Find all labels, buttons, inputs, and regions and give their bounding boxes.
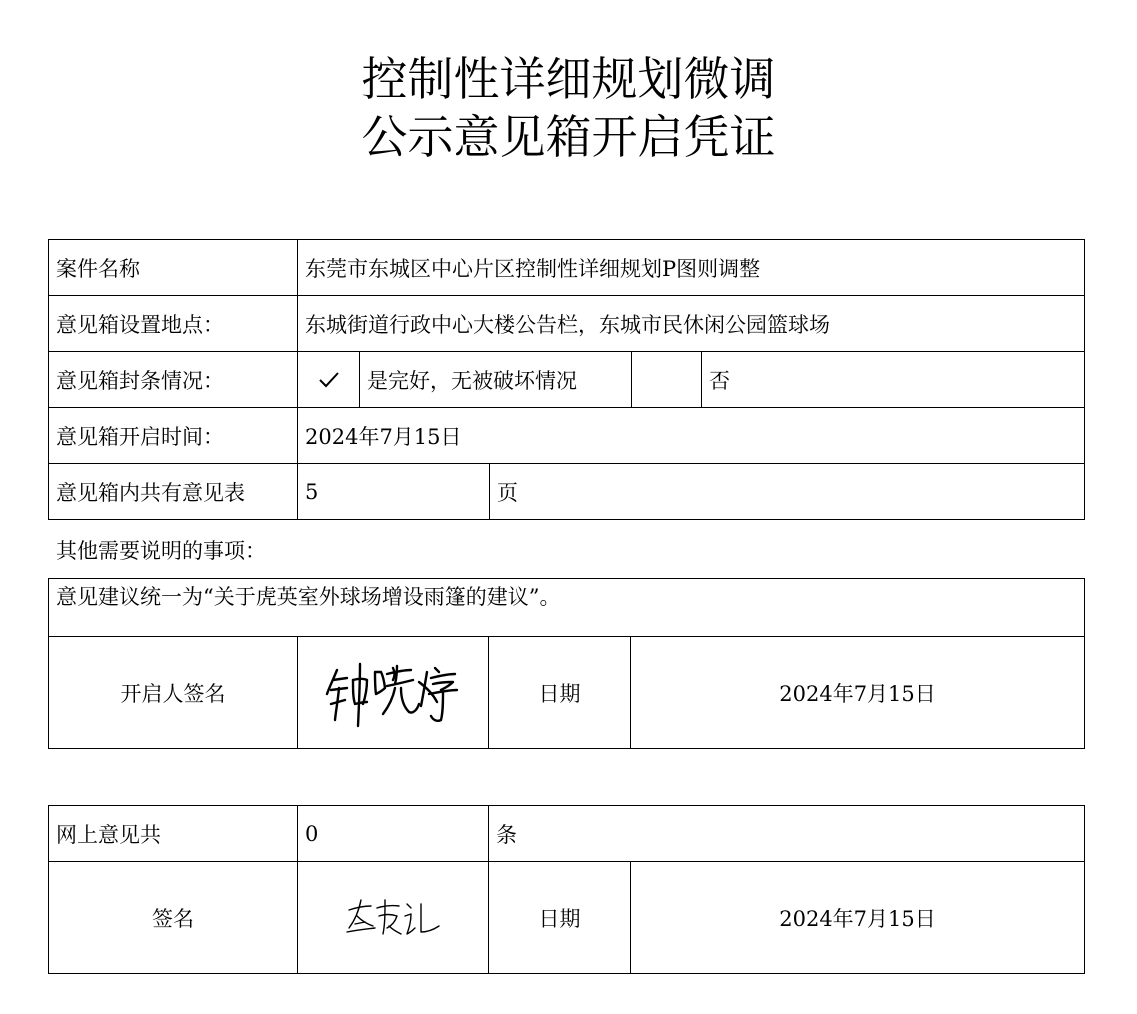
notes-content: 意见建议统一为“关于虎英室外球场增设雨篷的建议”。 xyxy=(49,579,1085,637)
seal-yes-text: 是完好，无被破坏情况 xyxy=(360,352,632,408)
location-row xyxy=(49,296,1085,352)
case-name-row xyxy=(49,240,1085,296)
opener-date-label: 日期 xyxy=(489,637,631,749)
notes-label: 其他需要说明的事项： xyxy=(56,539,266,563)
title-line-2: 公示意见箱开启凭证 xyxy=(361,110,776,164)
case-name-label: 案件名称 xyxy=(49,240,298,296)
opener-signature-label: 开启人签名 xyxy=(49,637,298,749)
online-date-label: 日期 xyxy=(489,862,631,974)
form-count-value: 5 xyxy=(298,464,490,520)
online-signature-row xyxy=(49,862,1085,974)
opener-date-value: 2024年7月15日 xyxy=(631,637,1085,749)
title-line-1: 控制性详细规划微调 xyxy=(361,52,776,106)
online-date-value: 2024年7月15日 xyxy=(631,862,1085,974)
open-time-value: 2024年7月15日 xyxy=(298,408,1085,464)
notes-signature-table xyxy=(48,578,1085,749)
form-count-row xyxy=(49,464,1085,520)
notes-row xyxy=(49,579,1085,637)
seal-no-checkbox[interactable] xyxy=(632,352,702,408)
handwritten-signature-1 xyxy=(323,658,463,728)
location-value: 东城街道行政中心大楼公告栏，东城市民休闲公园篮球场 xyxy=(298,296,1085,352)
online-count-unit: 条 xyxy=(489,806,1085,862)
opener-signature-row xyxy=(49,637,1085,749)
seal-yes-checkbox[interactable] xyxy=(298,352,360,408)
seal-no-text: 否 xyxy=(702,352,1085,408)
open-time-row xyxy=(49,408,1085,464)
seal-label: 意见箱封条情况： xyxy=(49,352,298,408)
checkmark-icon xyxy=(298,371,359,389)
open-time-label: 意见箱开启时间： xyxy=(49,408,298,464)
location-label: 意见箱设置地点： xyxy=(49,296,298,352)
main-form-table xyxy=(48,239,1085,520)
online-count-row xyxy=(49,806,1085,862)
online-count-value: 0 xyxy=(298,806,489,862)
online-count-label: 网上意见共 xyxy=(49,806,298,862)
document-title xyxy=(0,50,1137,166)
case-name-value: 东莞市东城区中心片区控制性详细规划P图则调整 xyxy=(298,240,1085,296)
opener-signature-image xyxy=(298,637,489,749)
seal-row xyxy=(49,352,1085,408)
online-signature-image xyxy=(298,862,489,974)
online-opinions-table xyxy=(48,805,1085,974)
form-count-label: 意见箱内共有意见表 xyxy=(49,464,298,520)
handwritten-signature-2 xyxy=(343,896,443,940)
form-count-unit: 页 xyxy=(490,464,1085,520)
online-signature-label: 签名 xyxy=(49,862,298,974)
